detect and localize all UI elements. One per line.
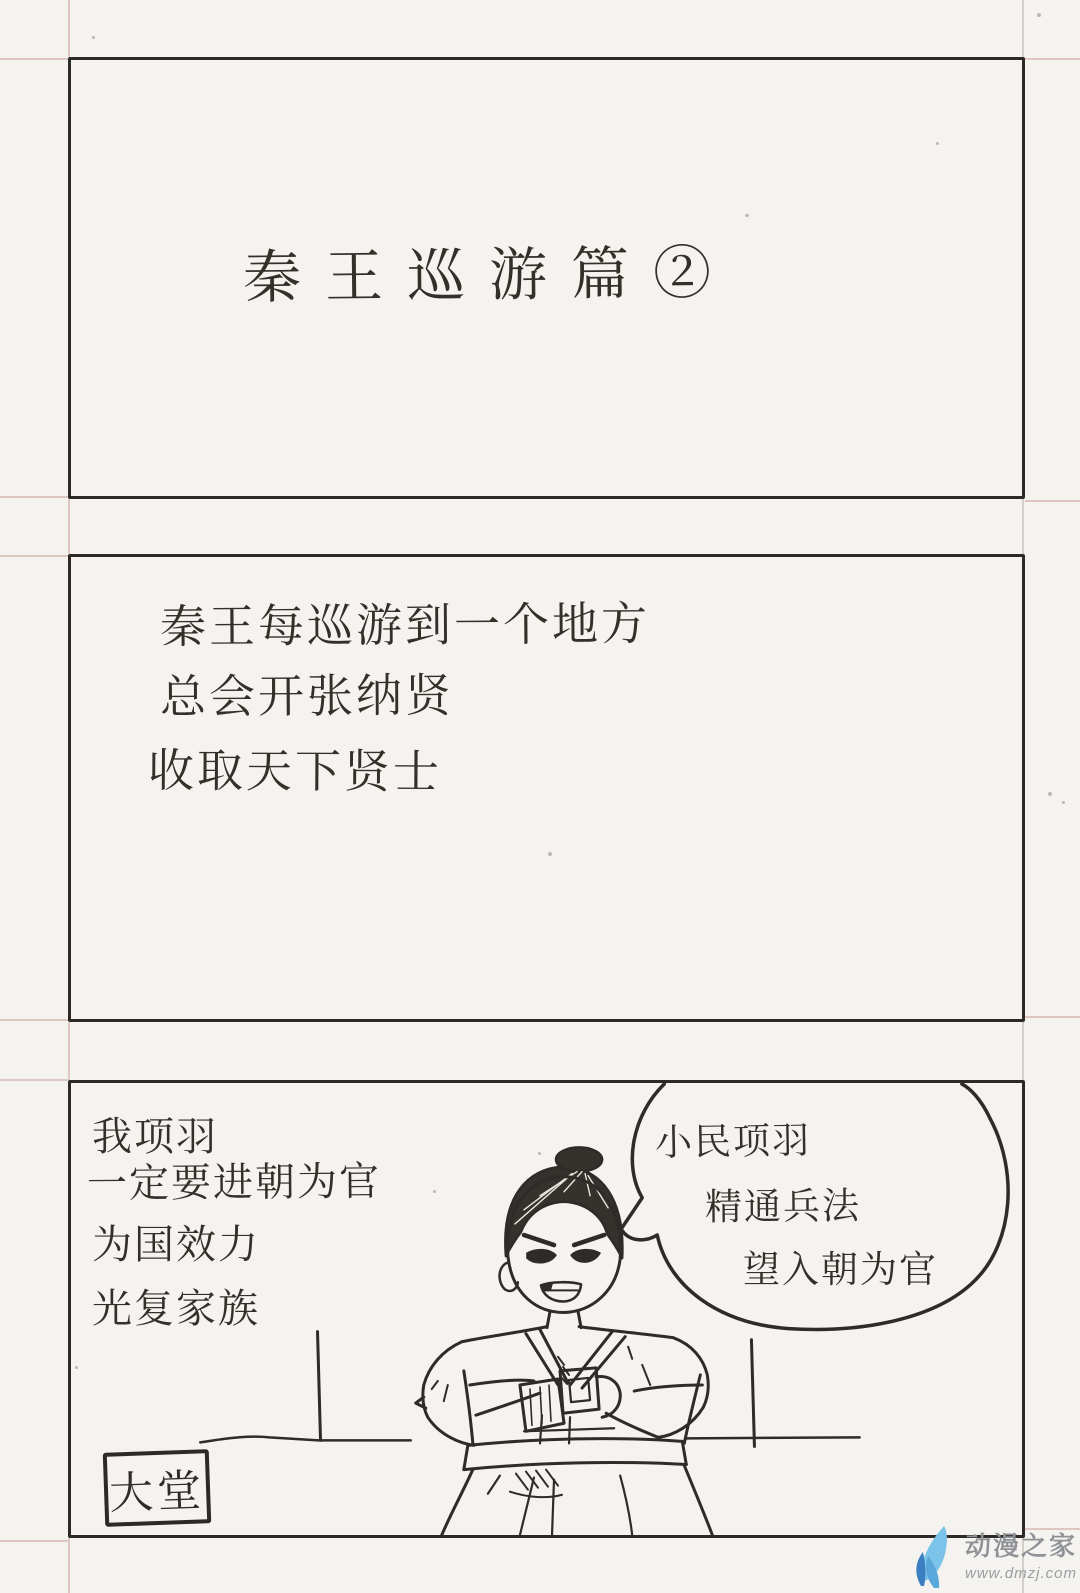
- paper-speck: [538, 1152, 541, 1155]
- watermark-site-name: 动漫之家: [965, 1531, 1078, 1561]
- guide-line: [68, 499, 70, 554]
- monologue-line: 一定要进朝为官: [86, 1159, 382, 1207]
- narration-line: 秦王每巡游到一个地方: [159, 597, 651, 653]
- eyebrow-left: [524, 1235, 554, 1245]
- narration-panel: [68, 554, 1025, 1022]
- guide-line: [68, 0, 70, 57]
- speech-bubble-line: 望入朝为官: [743, 1249, 938, 1290]
- guide-line: [0, 555, 68, 557]
- guide-line: [1022, 499, 1024, 554]
- chapter-title: 秦王巡游篇②: [242, 240, 736, 311]
- hall-sign: [103, 1449, 212, 1527]
- monologue-line: 为国效力: [92, 1223, 260, 1267]
- scene-panel: [68, 1080, 1025, 1538]
- hall-sign-label: 大堂: [108, 1466, 206, 1519]
- guide-line: [1025, 58, 1080, 60]
- narration-line: 收取天下贤士: [147, 744, 443, 798]
- narration-line: 总会开张纳贤: [159, 669, 455, 723]
- watermark-site-url: www.dmzj.com: [965, 1564, 1078, 1582]
- eyebrow-right: [574, 1235, 604, 1245]
- title-panel: [68, 57, 1025, 499]
- eye-right: [571, 1250, 600, 1263]
- paper-speck: [936, 142, 939, 145]
- guide-line: [0, 58, 68, 60]
- guide-line: [1022, 1022, 1024, 1080]
- paper-speck: [745, 214, 749, 217]
- monologue-line: 我项羽: [92, 1115, 218, 1159]
- incense-stick-right: [686, 1340, 859, 1447]
- guide-line: [1022, 0, 1024, 57]
- incense-stick-left: [200, 1332, 410, 1443]
- xiangyu-figure: [416, 1147, 713, 1535]
- paper-speck: [548, 852, 552, 856]
- watermark-texts: [965, 1532, 1077, 1582]
- dmzj-watermark: [914, 1524, 1077, 1590]
- dmzj-logo-icon: [914, 1524, 958, 1590]
- paper-speck: [1048, 792, 1052, 796]
- paper-speck: [75, 1366, 78, 1369]
- speech-bubble-line: 小民项羽: [654, 1119, 812, 1164]
- guide-line: [0, 1079, 68, 1081]
- monologue-line: 光复家族: [92, 1287, 260, 1331]
- paper-speck: [1062, 801, 1065, 804]
- guide-line: [0, 496, 68, 498]
- guide-line: [0, 1019, 68, 1021]
- paper-speck: [433, 1190, 436, 1193]
- speech-bubble-line: 精通兵法: [704, 1185, 862, 1228]
- guide-line: [1025, 500, 1080, 502]
- hair-bun: [556, 1147, 602, 1171]
- guide-line: [0, 1540, 68, 1542]
- guide-line: [1025, 1016, 1080, 1018]
- guide-line: [68, 1538, 70, 1593]
- eye-left: [527, 1250, 556, 1263]
- guide-line: [68, 1022, 70, 1080]
- paper-speck: [1037, 13, 1041, 17]
- paper-speck: [92, 36, 95, 39]
